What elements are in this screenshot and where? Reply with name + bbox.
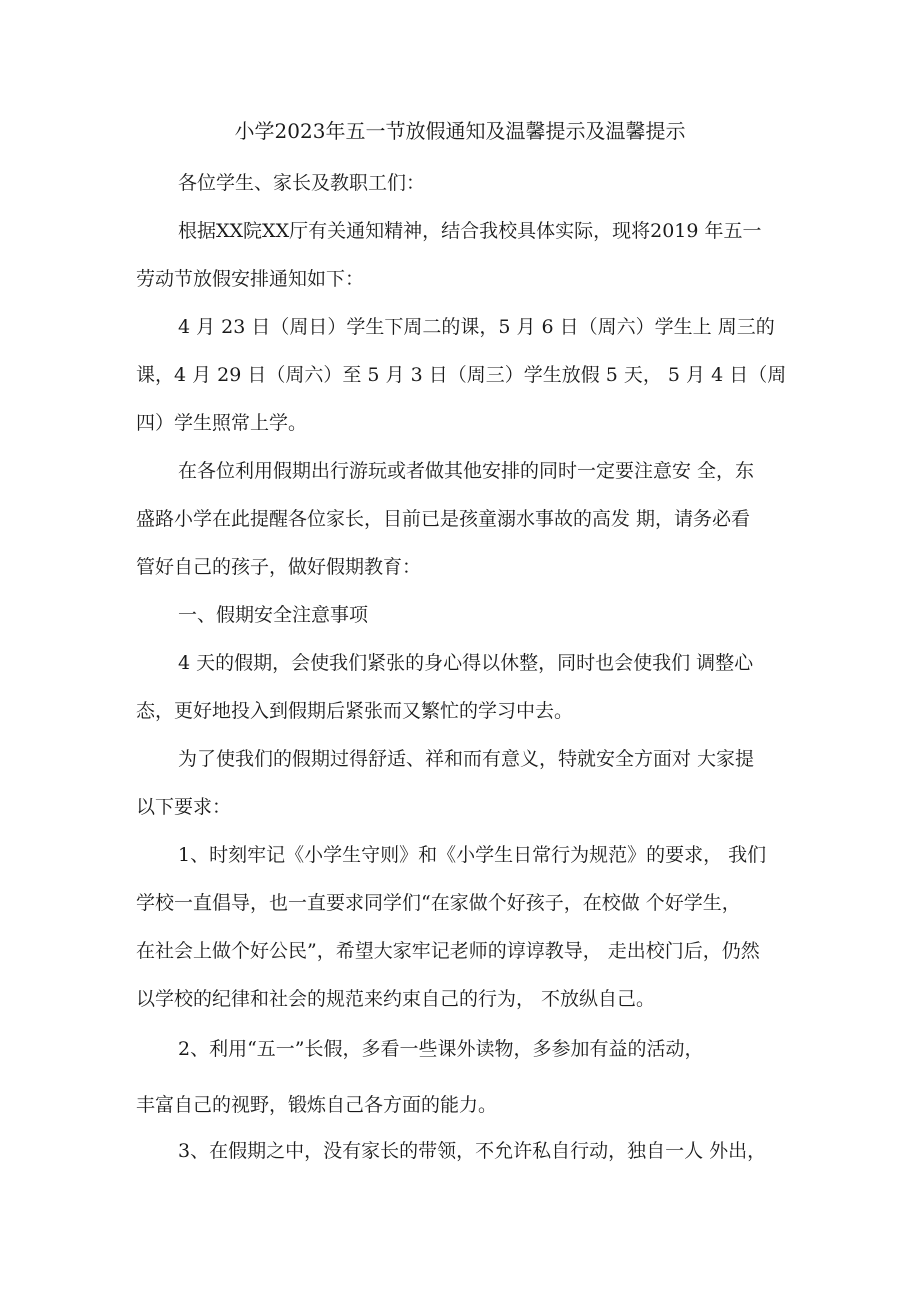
list-item-line: 在社会上做个好公民”，希望大家牢记老师的谆谆教导， 走出校门后，仍然 bbox=[136, 940, 760, 962]
paragraph-line: 在各位利用假期出行游玩或者做其他安排的同时一定要注意安 全，东 bbox=[178, 460, 755, 482]
section-heading: 一、假期安全注意事项 bbox=[178, 604, 369, 626]
list-item-line: 2、利用“五一”长假，多看一些课外读物，多参加有益的活动， bbox=[178, 1038, 704, 1060]
document-title: 小学2023年五一节放假通知及温馨提示及温馨提示 bbox=[234, 119, 686, 143]
paragraph-line: 以下要求： bbox=[136, 796, 232, 818]
paragraph-line: 态，更好地投入到假期后紧张而又繁忙的学习中去。 bbox=[136, 700, 574, 722]
paragraph-line: 四）学生照常上学。 bbox=[136, 412, 308, 434]
list-item-line: 1、时刻牢记《小学生守则》和《小学生日常行为规范》的要求， 我们 bbox=[178, 844, 767, 866]
paragraph-line: 4 天的假期，会使我们紧张的身心得以休整，同时也会使我们 调整心 bbox=[178, 652, 754, 674]
paragraph-line: 盛路小学在此提醒各位家长，目前已是孩童溺水事故的高发 期，请务必看 bbox=[136, 508, 751, 530]
list-item-line: 丰富自己的视野，锻炼自己各方面的能力。 bbox=[136, 1094, 498, 1116]
paragraph-line: 4 月 23 日（周日）学生下周二的课，5 月 6 日（周六）学生上 周三的 bbox=[178, 316, 775, 338]
salutation: 各位学生、家长及教职工们： bbox=[178, 172, 426, 194]
paragraph-line: 课，4 月 29 日（周六）至 5 月 3 日（周三）学生放假 5 天， 5 月 4 日（周 bbox=[136, 364, 787, 386]
list-item-line: 3、在假期之中，没有家长的带领，不允许私自行动，独自一人 外出， bbox=[178, 1140, 767, 1162]
paragraph-line: 为了使我们的假期过得舒适、祥和而有意义，特就安全方面对 大家提 bbox=[178, 748, 755, 770]
list-item-line: 以学校的纪律和社会的规范来约束自己的行为， 不放纵自己。 bbox=[136, 988, 656, 1010]
list-item-line: 学校一直倡导，也一直要求同学们“在家做个好孩子，在校做 个好学生， bbox=[136, 892, 741, 914]
paragraph-line: 劳动节放假安排通知如下： bbox=[136, 268, 365, 290]
paragraph-line: 管好自己的孩子，做好假期教育： bbox=[136, 556, 422, 578]
paragraph-line: 根据XX院XX厅有关通知精神，结合我校具体实际，现将2019 年五一 bbox=[178, 220, 762, 242]
